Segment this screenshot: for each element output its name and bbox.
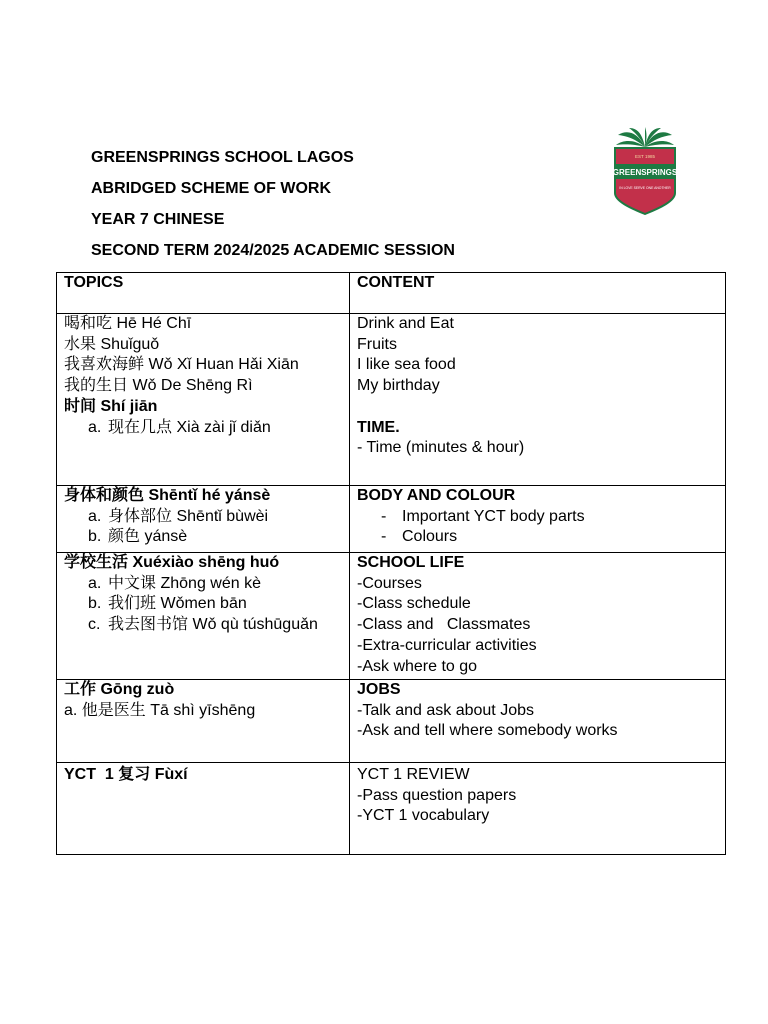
content-cell [350,553,726,680]
content-line: -Courses [357,574,422,592]
content-heading: JOBS [357,681,401,698]
term-session: SECOND TERM 2024/2025 ACADEMIC SESSION [91,242,455,259]
content-line: -Class and Classmates [357,616,531,634]
content-line: -Class schedule [357,595,471,613]
content-line: - Time (minutes & hour) [357,439,525,457]
topic-heading: YCT 1 复习 Fùxí [64,766,188,783]
content-line: -Ask where to go [357,657,478,675]
table-header-row [57,273,726,314]
content-header: CONTENT [350,273,726,314]
content-line: -Pass question papers [357,786,517,804]
content-line: -Extra-curricular activities [357,636,537,654]
topics-cell [57,680,350,763]
topic-line: 水果 Shuǐguǒ [64,335,160,353]
content-line: Drink and Eat [357,315,454,332]
table-row [57,680,726,763]
greensprings-crest-logo [612,127,678,215]
content-cell [350,763,726,855]
topic-heading: 学校生活 Xuéxiào shēng huó [64,554,280,571]
topic-heading: 工作 Gōng zuò [64,681,175,698]
school-name: GREENSPRINGS SCHOOL LAGOS [91,149,354,166]
subtopic-line: a. 他是医生 Tā shì yīshēng [64,701,256,719]
topics-cell [57,553,350,680]
topics-header: TOPICS [57,273,350,314]
logo-motto-text: IN LOVE SERVE ONE ANOTHER [619,186,671,190]
content-heading: YCT 1 REVIEW [357,766,470,783]
document-title: ABRIDGED SCHEME OF WORK [91,180,331,197]
content-heading: BODY AND COLOUR [357,487,516,504]
content-line: Fruits [357,335,397,353]
logo-name-text: GREENSPRINGS [612,168,678,177]
subtopic-line: b. 颜色 yánsè [88,528,188,546]
topic-line: 我的生日 Wǒ De Shēng Rì [64,377,253,395]
topics-cell [57,763,350,855]
content-cell [350,680,726,763]
topic-line: 我喜欢海鲜 Wǒ Xǐ Huan Hǎi Xiān [64,356,299,374]
topic-heading: 身体和颜色 Shēntǐ hé yánsè [64,487,271,504]
topics-cell [57,314,350,486]
content-cell [350,314,726,486]
content-heading: TIME. [357,418,400,436]
content-line: -Ask and tell where somebody works [357,722,618,740]
topics-cell [57,486,350,553]
table-row [57,763,726,855]
content-bullet: - Important YCT body parts [381,507,585,525]
table-row [57,486,726,553]
content-cell [350,486,726,553]
content-bullet: - Colours [381,528,458,546]
subtopic-line: c. 我去图书馆 Wǒ qù túshūguǎn [88,616,318,634]
year-subject: YEAR 7 CHINESE [91,211,225,228]
palm-leaves-icon [616,127,674,147]
table-row [57,553,726,680]
document-header [91,148,455,272]
subtopic-line: a. 身体部位 Shēntǐ bùwèi [88,507,269,525]
subtopic-line: b. 我们班 Wǒmen bān [88,595,247,613]
topic-heading: 时间 Shí jiān [64,397,158,415]
subtopic-line: a. 中文课 Zhōng wén kè [88,574,261,592]
content-line: -Talk and ask about Jobs [357,701,534,719]
content-heading: SCHOOL LIFE [357,554,465,571]
subtopic-line: a. 现在几点 Xià zài jǐ diǎn [88,418,271,436]
logo-est-text: EST 1985 [635,154,655,159]
scheme-of-work-table [56,272,726,855]
content-line: My birthday [357,377,440,395]
topic-line: 喝和吃 Hē Hé Chī [64,315,192,332]
content-line: -YCT 1 vocabulary [357,807,490,825]
table-row [57,314,726,486]
content-line: I like sea food [357,356,456,374]
